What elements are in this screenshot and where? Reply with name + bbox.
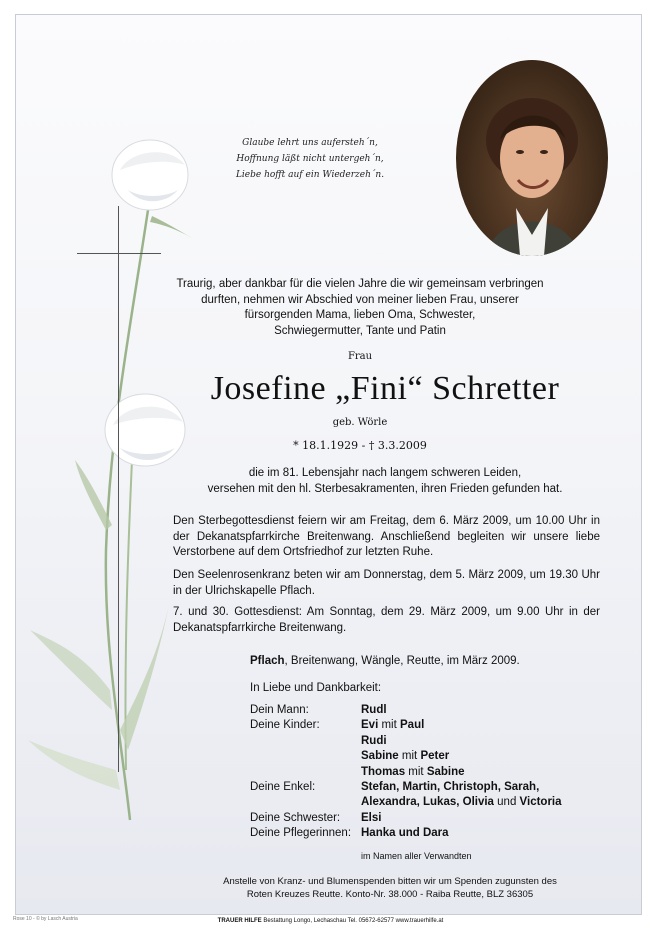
mourner-names: [361, 749, 449, 764]
undertaker-details: Bestattung Longo, Lechaschau Tel. 05672-62577 www.trauerhilfe.at: [261, 918, 444, 924]
intro-line: fürsorgenden Mama, lieben Oma, Schwester,: [244, 309, 476, 321]
passing-line: versehen mit den hl. Sterbesakramenten, ihren Frieden gefunden hat.: [207, 482, 563, 495]
intro-line: durften, nehmen wir Abschied von meiner lieben Frau, unserer: [201, 293, 519, 306]
mourner-row: [250, 734, 620, 749]
mourner-role-empty: [250, 795, 361, 810]
mourner-row: [250, 780, 620, 795]
cross-vertical-bar: [118, 206, 119, 772]
cross-horizontal-bar: [77, 253, 161, 254]
mourner-role: Dein Mann:: [250, 704, 309, 716]
mourner-role-empty: [250, 749, 361, 764]
mourner-role: Deine Kinder:: [250, 719, 320, 732]
undertaker-footer: [150, 918, 511, 924]
mourner-names: [361, 795, 562, 810]
mourner-name: Peter: [420, 750, 450, 763]
mourner-name: Sabine: [426, 765, 465, 778]
intro-text: [170, 277, 550, 339]
connector-text: und: [493, 796, 520, 809]
mourner-names: [361, 734, 387, 749]
connector-text: mit: [405, 765, 427, 778]
place-bold: Pflach: [250, 655, 285, 667]
mourner-row: [250, 795, 620, 810]
mourner-row: [250, 826, 620, 841]
mourner-names: [361, 703, 387, 718]
mourner-name: Thomas: [361, 765, 406, 778]
quote-line: Glaube lehrt uns aufersteh´n,: [242, 138, 378, 148]
relatives-line: im Namen aller Verwandten: [361, 851, 472, 861]
donation-line: Anstelle von Kranz- und Blumenspenden bitten wir um Spenden zugunsten des: [223, 876, 557, 887]
mourner-row: [250, 749, 620, 764]
place-date-line: [250, 655, 590, 667]
memorial-mass-paragraph: 7. und 30. Gottesdienst: Am Sonntag, dem 29. März 2009, um 9.00 Uhr in der Dekanatspfarrkirche Breitenwang.: [173, 606, 600, 634]
mourner-role: Deine Pflegerinnen:: [250, 827, 352, 840]
funeral-service-paragraph: Den Sterbegottesdienst feiern wir am Freitag, dem 6. März 2009, um 10.00 Uhr in der Dekanatspfarrkirche Breitenwang. Anschließend begleiten wir unsere liebe Verstorbene auf dem Ortsfriedhof zur letzten Ruhe.: [173, 515, 600, 558]
mourner-role-empty: [250, 765, 361, 780]
maiden-name: geb. Wörle: [332, 417, 388, 428]
place-rest: , Breitenwang, Wängle, Reutte, im März 2009.: [284, 655, 520, 667]
undertaker-brand: TRAUER HILFE: [217, 918, 262, 924]
deceased-name: Josefine „Fini“ Schretter: [210, 370, 560, 407]
mourner-role-empty: [250, 734, 361, 749]
mourner-name: Alexandra, Lukas, Olivia: [361, 796, 494, 809]
mourner-name: Rudl: [361, 704, 387, 716]
portrait-photo: [456, 60, 608, 256]
deceased-title: Frau: [347, 351, 373, 362]
mourner-name: Victoria: [519, 796, 562, 809]
passing-line: die im 81. Lebensjahr nach langem schweren Leiden,: [248, 467, 522, 479]
donation-line: Roten Kreuzes Reutte. Konto-Nr. 38.000 - Raiba Reutte, BLZ 36305: [246, 889, 534, 900]
mourner-name: Sabine: [361, 750, 399, 763]
mourner-name: Paul: [400, 719, 425, 732]
mourner-name: Stefan, Martin, Christoph, Sarah,: [361, 781, 540, 794]
mourner-row: [250, 811, 620, 826]
memorial-quote: [220, 135, 400, 183]
mourner-names: [361, 826, 449, 841]
image-credit: Rose 10 - © by Lasch Austria: [13, 916, 78, 922]
mourner-row: [250, 765, 620, 780]
connector-text: mit: [378, 719, 400, 732]
connector-text: mit: [398, 750, 421, 763]
mourner-name: Rudi: [361, 734, 387, 747]
mourner-name: Elsi: [361, 811, 382, 824]
mourner-role: Deine Schwester:: [250, 811, 341, 824]
mourner-name: Hanka und Dara: [361, 827, 449, 840]
mourner-name: Evi: [361, 719, 379, 732]
mourner-names: [361, 718, 424, 733]
passing-text: [175, 466, 595, 497]
quote-line: Liebe hofft auf ein Wiederzeh´n.: [235, 170, 385, 180]
mourners-list: [250, 703, 620, 842]
in-love-line: In Liebe und Dankbarkeit:: [250, 682, 382, 694]
life-dates: * 18.1.1929 - † 3.3.2009: [293, 439, 427, 452]
mourner-row: [250, 718, 620, 733]
intro-line: Traurig, aber dankbar für die vielen Jahre die wir gemeinsam verbringen: [176, 278, 544, 290]
mourner-names: [361, 811, 381, 826]
mourner-row: [250, 703, 620, 718]
mourner-role: Deine Enkel:: [250, 781, 316, 794]
donation-note: [180, 875, 600, 901]
rosary-paragraph: Den Seelenrosenkranz beten wir am Donnerstag, dem 5. März 2009, um 19.30 Uhr in der Ulrichskapelle Pflach.: [173, 569, 600, 597]
mourner-names: [361, 765, 465, 780]
mourner-names: [361, 780, 539, 795]
intro-line: Schwiegermutter, Tante und Patin: [274, 324, 446, 337]
portrait-image: [456, 60, 608, 256]
quote-line: Hoffnung läßt nicht untergeh´n,: [236, 154, 384, 164]
